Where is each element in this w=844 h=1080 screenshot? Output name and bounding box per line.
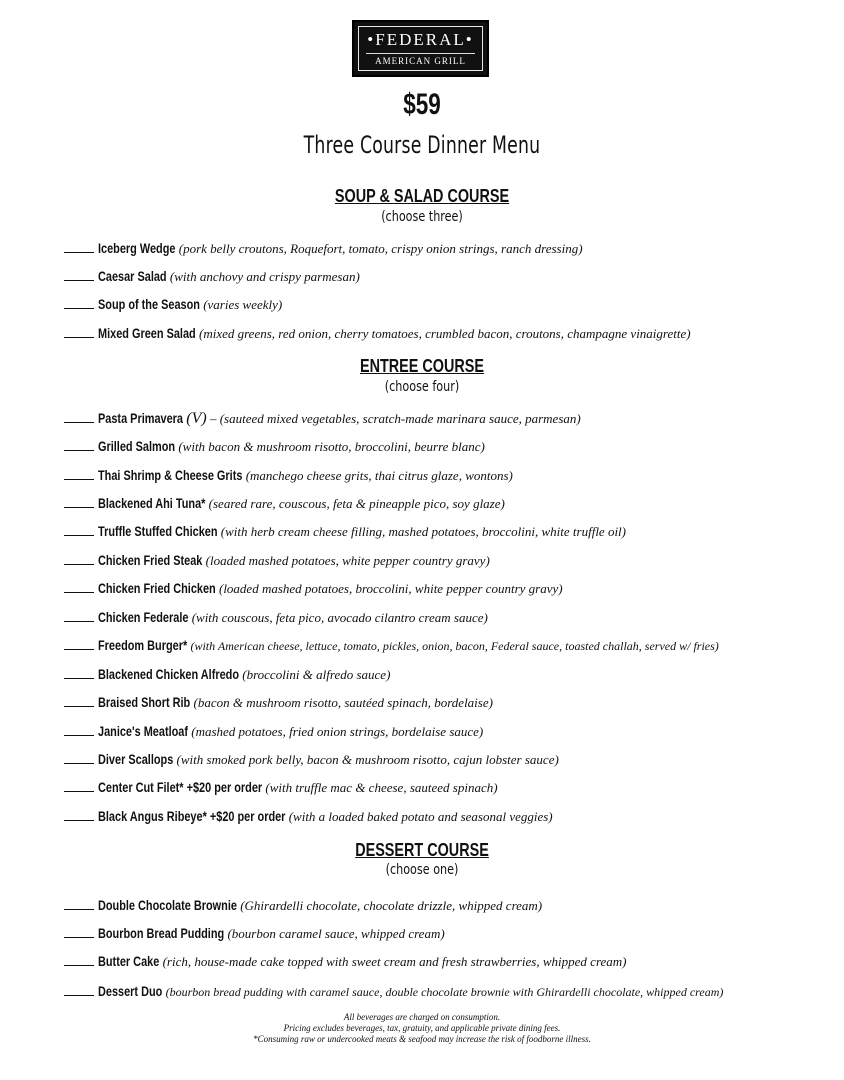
item-name: Blackened Chicken Alfredo bbox=[98, 666, 239, 682]
item-name: Bourbon Bread Pudding bbox=[98, 925, 225, 941]
choice-blank bbox=[64, 896, 94, 910]
item-description: (with herb cream cheese filling, mashed potatoes, broccolini, white truffle oil) bbox=[220, 524, 627, 539]
menu-item bbox=[64, 805, 553, 827]
federal-logo bbox=[352, 20, 489, 77]
item-description: (loaded mashed potatoes, white pepper country gravy) bbox=[205, 553, 490, 568]
item-description: (bourbon bread pudding with caramel sauce, double chocolate brownie with Ghirardelli chocolate, whipped cream) bbox=[165, 985, 724, 999]
item-description: (mixed greens, red onion, cherry tomatoes, crumbled bacon, croutons, champagne vinaigrette) bbox=[198, 326, 691, 341]
choice-blank bbox=[64, 579, 94, 593]
item-name: Braised Short Rib bbox=[98, 694, 191, 710]
item-name: Chicken Fried Chicken bbox=[98, 580, 216, 596]
vegetarian-tag: (V) bbox=[186, 410, 207, 427]
choice-blank bbox=[64, 437, 94, 451]
item-description: (loaded mashed potatoes, broccolini, white pepper country gravy) bbox=[218, 581, 563, 596]
item-name: Thai Shrimp & Cheese Grits bbox=[98, 467, 243, 483]
item-name: Double Chocolate Brownie bbox=[98, 897, 237, 913]
menu-title: Three Course Dinner Menu bbox=[303, 131, 541, 159]
choice-blank bbox=[64, 409, 94, 423]
item-description: (bacon & mushroom risotto, sautéed spinach, bordelaise) bbox=[193, 695, 493, 710]
item-name: Caesar Salad bbox=[98, 268, 167, 284]
item-description: (with truffle mac & cheese, sauteed spinach) bbox=[265, 780, 498, 795]
choice-blank bbox=[64, 608, 94, 622]
choice-blank bbox=[64, 522, 94, 536]
logo-brand: •FEDERAL• bbox=[367, 30, 474, 49]
item-name: Center Cut Filet* +$20 per order bbox=[98, 779, 263, 795]
choice-blank bbox=[64, 807, 94, 821]
item-name: Freedom Burger* bbox=[98, 637, 188, 653]
choice-blank bbox=[64, 324, 94, 338]
section-title-entree: ENTREE COURSE bbox=[359, 356, 485, 376]
footer-notes bbox=[0, 1012, 844, 1045]
menu-item bbox=[64, 492, 505, 514]
item-description: (bourbon caramel sauce, whipped cream) bbox=[227, 926, 445, 941]
item-name: Grilled Salmon bbox=[98, 438, 176, 454]
item-name: Blackened Ahi Tuna* bbox=[98, 495, 206, 511]
choice-blank bbox=[64, 982, 94, 996]
item-description: (seared rare, couscous, feta & pineapple pico, soy glaze) bbox=[208, 496, 505, 511]
menu-item bbox=[64, 748, 559, 770]
section-title-soup-salad: SOUP & SALAD COURSE bbox=[334, 186, 510, 206]
choice-blank bbox=[64, 778, 94, 792]
menu-item bbox=[64, 407, 581, 429]
choice-blank bbox=[64, 750, 94, 764]
item-description: (broccolini & alfredo sauce) bbox=[242, 667, 391, 682]
logo-subtitle: AMERICAN GRILL bbox=[375, 56, 466, 66]
footer-line: All beverages are charged on consumption. bbox=[343, 1012, 501, 1022]
item-name: Chicken Fried Steak bbox=[98, 552, 203, 568]
item-name: Janice's Meatloaf bbox=[98, 723, 189, 739]
choice-blank bbox=[64, 295, 94, 309]
choice-blank bbox=[64, 551, 94, 565]
menu-item bbox=[64, 634, 719, 656]
menu-item bbox=[64, 776, 498, 798]
menu-item bbox=[64, 950, 627, 972]
item-description: (mashed potatoes, fried onion strings, bordelaise sauce) bbox=[191, 724, 484, 739]
menu-item bbox=[64, 237, 583, 259]
item-description: (rich, house-made cake topped with sweet cream and fresh strawberries, whipped cream) bbox=[162, 954, 627, 969]
menu-item bbox=[64, 549, 490, 571]
menu-item bbox=[64, 520, 626, 542]
logo-divider bbox=[366, 53, 475, 54]
menu-item bbox=[64, 894, 542, 916]
item-name: Dessert Duo bbox=[98, 983, 163, 999]
item-name: Mixed Green Salad bbox=[98, 325, 196, 341]
choice-blank bbox=[64, 924, 94, 938]
choice-blank bbox=[64, 267, 94, 281]
item-description: (manchego cheese grits, thai citrus glaze, wontons) bbox=[245, 468, 513, 483]
item-description: – (sauteed mixed vegetables, scratch-made marinara sauce, parmesan) bbox=[209, 411, 581, 426]
choice-blank bbox=[64, 952, 94, 966]
footer-line: Pricing excludes beverages, tax, gratuity, and applicable private dining fees. bbox=[283, 1023, 561, 1033]
menu-item bbox=[64, 464, 513, 486]
item-description: (with anchovy and crispy parmesan) bbox=[169, 269, 360, 284]
item-name: Soup of the Season bbox=[98, 296, 200, 312]
menu-item bbox=[64, 720, 483, 742]
item-name: Black Angus Ribeye* +$20 per order bbox=[98, 808, 286, 824]
item-description: (with smoked pork belly, bacon & mushroom risotto, cajun lobster sauce) bbox=[176, 752, 559, 767]
menu-item bbox=[64, 980, 723, 1002]
item-name: Butter Cake bbox=[98, 953, 160, 969]
menu-item bbox=[64, 663, 390, 685]
item-description: (with a loaded baked potato and seasonal veggies) bbox=[288, 809, 553, 824]
item-name: Diver Scallops bbox=[98, 751, 174, 767]
choice-blank bbox=[64, 494, 94, 508]
item-name: Pasta Primavera bbox=[98, 410, 183, 426]
menu-price: $59 bbox=[403, 88, 441, 121]
menu-item bbox=[64, 691, 493, 713]
menu-item bbox=[64, 265, 360, 287]
item-description: (pork belly croutons, Roquefort, tomato, crispy onion strings, ranch dressing) bbox=[178, 241, 583, 256]
choice-blank bbox=[64, 665, 94, 679]
section-title-dessert: DESSERT COURSE bbox=[355, 840, 489, 860]
choice-blank bbox=[64, 693, 94, 707]
section-note-dessert: (choose one) bbox=[385, 862, 459, 878]
item-description: (Ghirardelli chocolate, chocolate drizzle, whipped cream) bbox=[240, 898, 543, 913]
menu-item bbox=[64, 577, 563, 599]
menu-item bbox=[64, 922, 445, 944]
item-description: (varies weekly) bbox=[203, 297, 283, 312]
menu-item bbox=[64, 606, 488, 628]
item-name: Chicken Federale bbox=[98, 609, 189, 625]
choice-blank bbox=[64, 239, 94, 253]
item-name: Truffle Stuffed Chicken bbox=[98, 523, 218, 539]
section-note-entree: (choose four) bbox=[384, 379, 460, 395]
item-description: (with American cheese, lettuce, tomato, pickles, onion, bacon, Federal sauce, toasted challah, served w/ fries) bbox=[190, 639, 719, 653]
choice-blank bbox=[64, 636, 94, 650]
menu-item bbox=[64, 322, 691, 344]
choice-blank bbox=[64, 466, 94, 480]
item-description: (with bacon & mushroom risotto, broccolini, beurre blanc) bbox=[178, 439, 485, 454]
menu-item bbox=[64, 435, 485, 457]
choice-blank bbox=[64, 722, 94, 736]
menu-item bbox=[64, 293, 282, 315]
section-note-soup-salad: (choose three) bbox=[381, 209, 463, 225]
item-description: (with couscous, feta pico, avocado cilantro cream sauce) bbox=[191, 610, 488, 625]
footer-line: *Consuming raw or undercooked meats & seafood may increase the risk of foodborne illness. bbox=[253, 1034, 591, 1044]
item-name: Iceberg Wedge bbox=[98, 240, 176, 256]
